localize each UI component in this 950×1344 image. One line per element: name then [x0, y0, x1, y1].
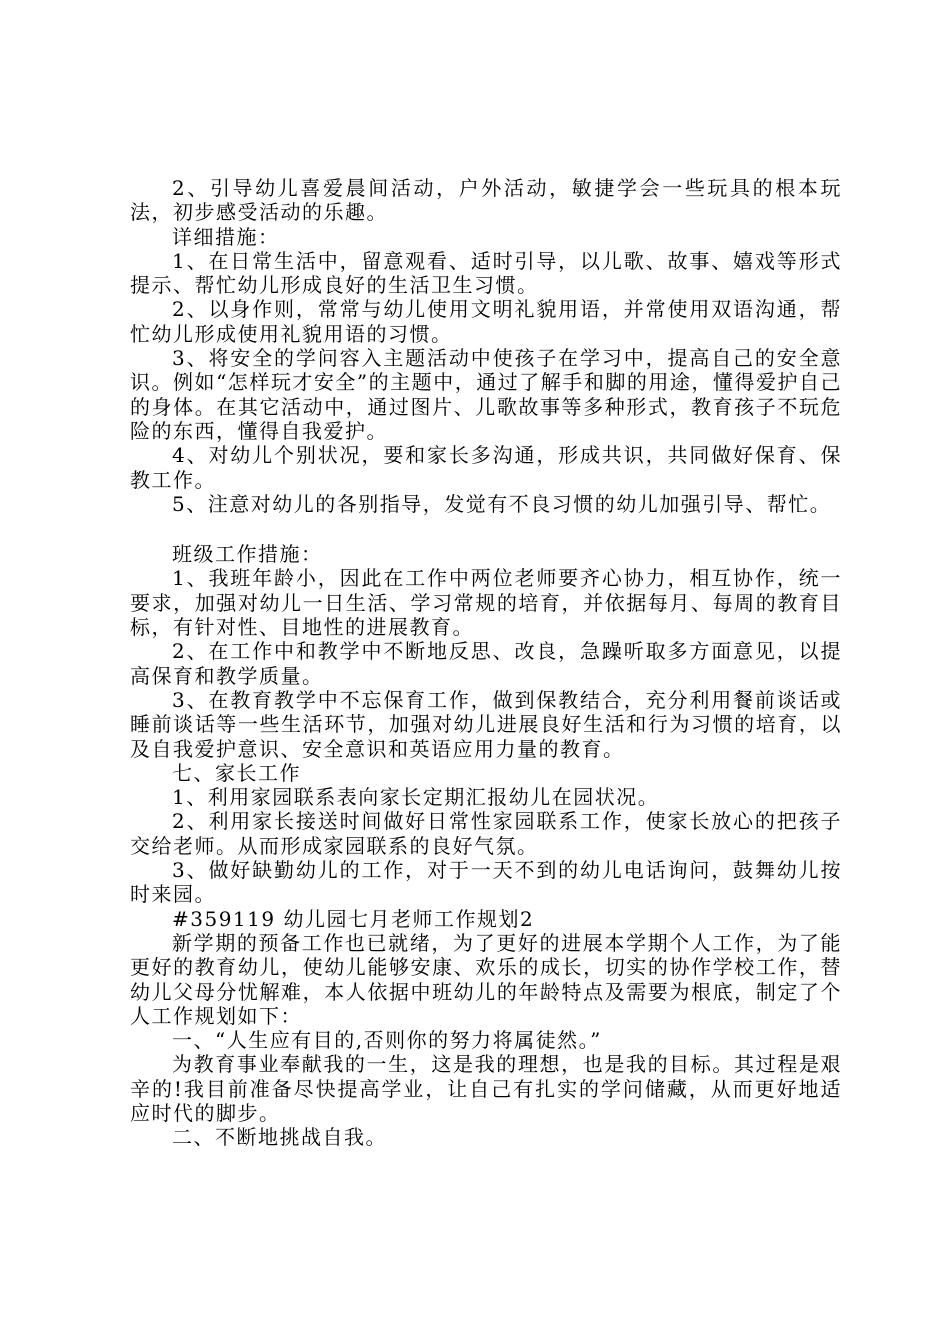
- paragraph: 详细措施：: [172, 224, 280, 249]
- document-body: [130, 176, 842, 1150]
- section-heading: 一、“人生应有目的,否则你的努力将属徒然。”: [172, 1028, 602, 1053]
- paragraph: 1、我班年龄小，因此在工作中两位老师要齐心协力，相互协作，统一要求，加强对幼儿一日生活、学习常规的培育，并依据每月、每周的教育目标，有针对性、目地性的进展教育。: [130, 566, 842, 640]
- paragraph: 3、将安全的学问容入主题活动中使孩子在学习中，提高自己的安全意识。例如“怎样玩才安全”的主题中，通过了解手和脚的用途，懂得爱护自己的身体。在其它活动中，通过图片、儿歌故事等多种形式，教育孩子不玩危险的东西，懂得自我爱护。: [130, 346, 842, 443]
- paragraph: 新学期的预备工作也已就绪，为了更好的进展本学期个人工作，为了能更好的教育幼儿，使幼儿能够安康、欢乐的成长，切实的协作学校工作，替幼儿父母分忧解难，本人依据中班幼儿的年龄特点及需要为根底，制定了个人工作规划如下：: [130, 930, 842, 1028]
- paragraph: 3、做好缺勤幼儿的工作，对于一天不到的幼儿电话询问，鼓舞幼儿按时来园。: [130, 858, 842, 907]
- document-title: #359119 幼儿园七月老师工作规划2: [172, 906, 535, 931]
- section-heading: 二、不断地挑战自我。: [172, 1125, 387, 1150]
- paragraph: 2、在工作中和教学中不断地反思、改良，急躁听取多方面意见，以提高保育和教学质量。: [130, 639, 842, 688]
- section-heading: 七、家长工作: [172, 760, 301, 785]
- paragraph: 3、在教育教学中不忘保育工作，做到保教结合，充分利用餐前谈话或睡前谈话等一些生活环节，加强对幼儿进展良好生活和行为习惯的培育，以及自我爱护意识、安全意识和英语应用力量的教育。: [130, 687, 842, 761]
- paragraph-gap: [130, 516, 842, 542]
- section-heading: 班级工作措施：: [172, 542, 323, 567]
- paragraph: 4、对幼儿个别状况，要和家长多沟通，形成共识，共同做好保育、保教工作。: [130, 443, 842, 492]
- paragraph: 2、引导幼儿喜爱晨间活动，户外活动，敏捷学会一些玩具的根本玩法，初步感受活动的乐趣。: [130, 176, 842, 225]
- paragraph: 为教育事业奉献我的一生，这是我的理想，也是我的目标。其过程是艰辛的!我目前准备尽快提高学业，让自己有扎实的学问储藏，从而更好地适应时代的脚步。: [130, 1052, 842, 1125]
- paragraph: 1、利用家园联系表向家长定期汇报幼儿在园状况。: [172, 785, 660, 810]
- paragraph: 2、以身作则，常常与幼儿使用文明礼貌用语，并常使用双语沟通，帮忙幼儿形成使用礼貌用语的习惯。: [130, 297, 842, 346]
- paragraph: 1、在日常生活中，留意观看、适时引导，以儿歌、故事、嬉戏等形式提示、帮忙幼儿形成良好的生活卫生习惯。: [130, 248, 842, 298]
- paragraph: 5、注意对幼儿的各别指导，发觉有不良习惯的幼儿加强引导、帮忙。: [172, 491, 832, 516]
- paragraph: 2、利用家长接送时间做好日常性家园联系工作，使家长放心的把孩子交给老师。从而形成家园联系的良好气氛。: [130, 809, 842, 858]
